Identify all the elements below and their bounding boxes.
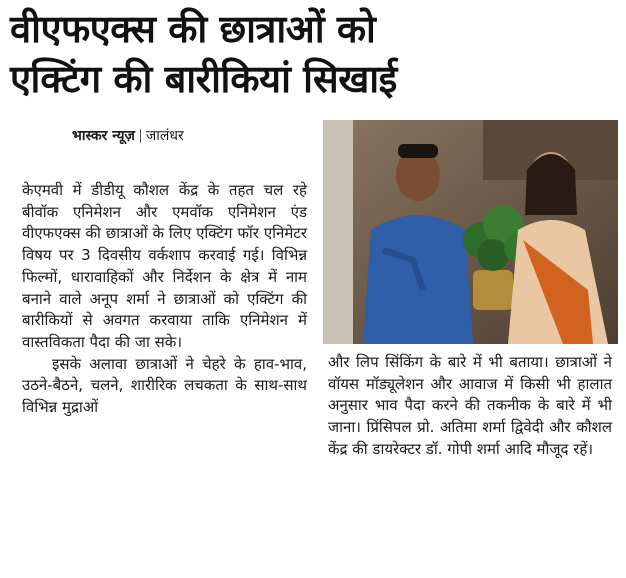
byline-divider: [140, 129, 141, 143]
headline-line-2: एक्टिंग की बारीकियां सिखाई: [10, 57, 397, 101]
byline-source: भास्कर न्यूज़: [72, 128, 135, 144]
headline-line-1: वीएफएक्स की छात्राओं को: [10, 7, 376, 51]
article-column-left: [22, 180, 307, 419]
byline-city: जालंधर: [145, 128, 184, 144]
news-photo: [323, 120, 618, 344]
photo-illustration: [323, 120, 618, 344]
article-paragraph-2: इसके अलावा छात्राओं ने चेहरे के हाव-भाव, उठने-बैठने, चलने, शारीरिक लचकता के साथ-साथ विभिन्न मुद्राओं: [22, 354, 307, 417]
byline: [72, 126, 184, 145]
headline: [10, 4, 616, 104]
article-column-right: [328, 352, 612, 461]
article-paragraph-1: केएमवी में डीडीयू कौशल केंद्र के तहत चल रहे बीवॉक एनिमेशन और एमवॉक एनिमेशन एंड वीएफएक्स की छात्राओं के लिए एक्टिंग फॉर एनिमेटर विषय पर 3 दिवसीय वर्कशाप करवाई गई। विभिन्न फिल्मों, धारावाहिकों और निर्देशन के क्षेत्र में नाम बनाने वाले अनूप शर्मा ने छात्राओं को एक्टिंग की बारीकियों से अवगत करवाया ताकि एनिमेशन में वास्तविकता पैदा की जा सके।: [22, 181, 307, 351]
article-paragraph-3: और लिप सिंकिंग के बारे में भी बताया। छात्राओं ने वॉयस मॉड्यूलेशन और आवाज में किसी भी हालात अनुसार भाव पैदा करने की तकनीक के बारे में भी जाना। प्रिंसिपल प्रो. अतिमा शर्मा द्विवेदी और कौशल केंद्र की डायरेक्टर डॉ. गोपी शर्मा आदि मौजूद रहें।: [328, 353, 612, 458]
